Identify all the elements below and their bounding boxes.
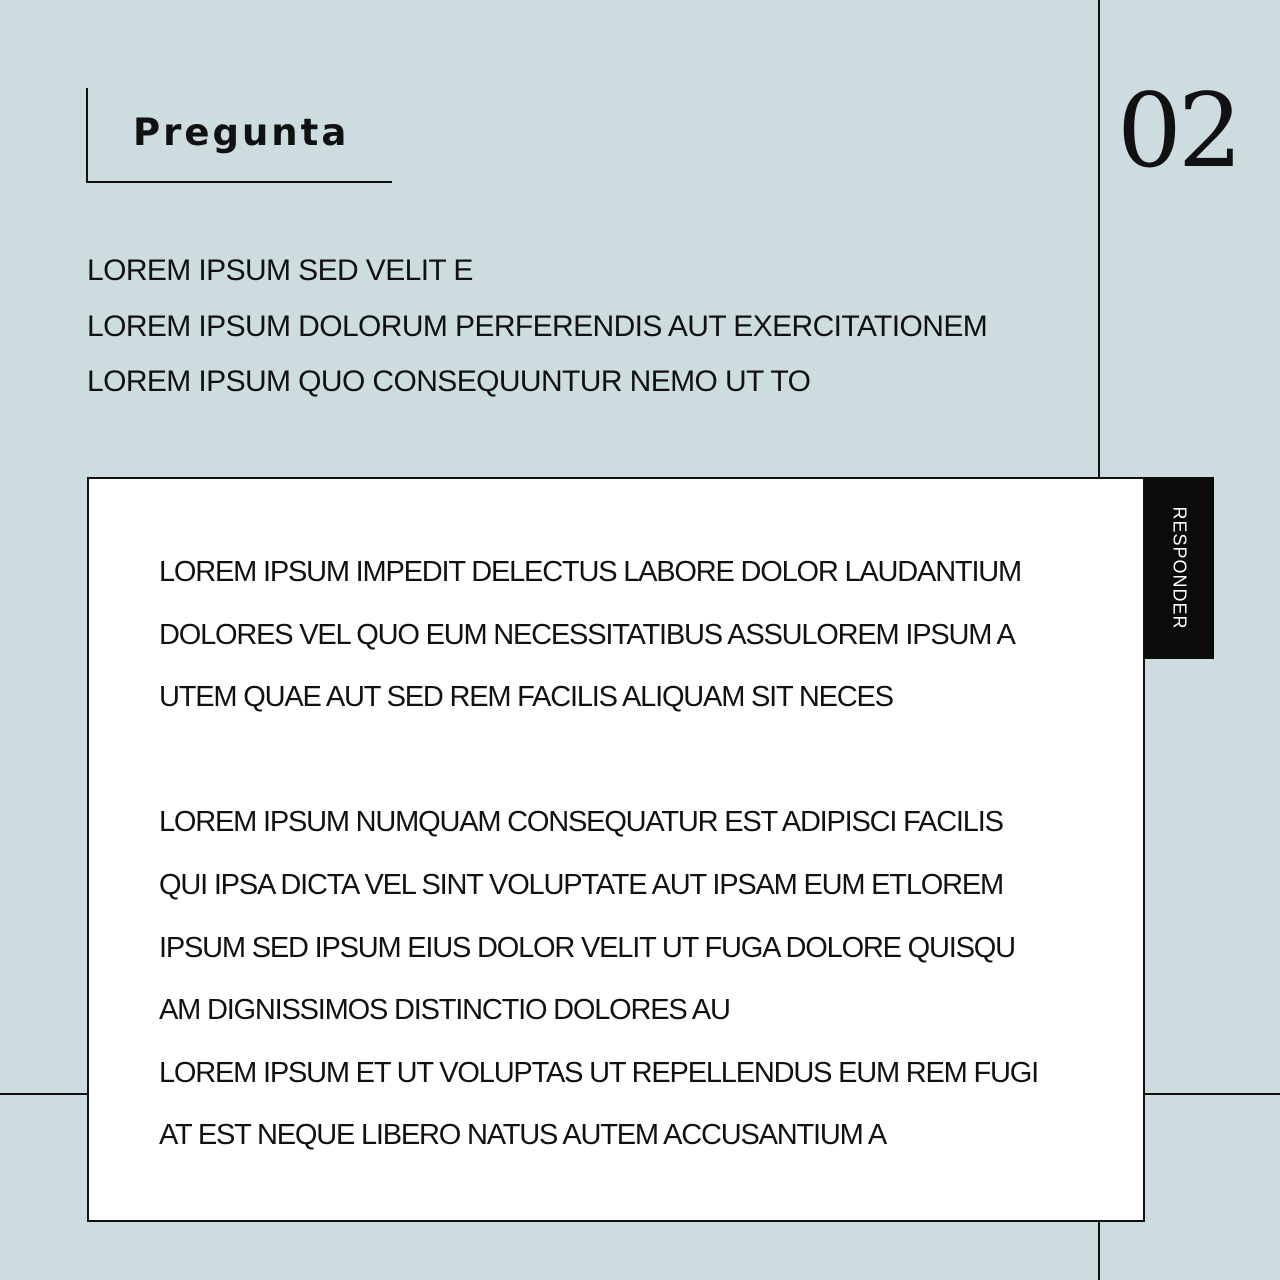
answer-line: AM DIGNISSIMOS DISTINCTIO DOLORES AU [159,994,730,1027]
answer-line: UTEM QUAE AUT SED REM FACILIS ALIQUAM SIT NECES [159,681,893,714]
answer-line: LOREM IPSUM IMPEDIT DELECTUS LABORE DOLOR LAUDANTIUM [159,556,1022,588]
answer-line: QUI IPSA DICTA VEL SINT VOLUPTATE AUT IPSAM EUM ETLOREM [159,868,1003,901]
horizontal-divider-right [1142,1093,1280,1095]
respond-tab[interactable] [1144,477,1214,659]
question-text [87,243,1077,410]
page-number: 02 [1117,72,1239,191]
question-line: LOREM IPSUM DOLORUM PERFERENDIS AUT EXERCITATIONEM [87,309,988,343]
answer-line: LOREM IPSUM ET UT VOLUPTAS UT REPELLENDUS EUM REM FUGI [159,1056,1038,1089]
answer-card [87,477,1145,1222]
respond-tab-label: RESPONDER [1169,506,1190,630]
paragraph-spacer [159,729,1099,792]
horizontal-divider-left [0,1093,90,1095]
answer-line: DOLORES VEL QUO EUM NECESSITATIBUS ASSULOREM IPSUM A [159,618,1015,651]
question-line: LOREM IPSUM SED VELIT E [87,254,473,287]
answer-line: AT EST NEQUE LIBERO NATUS AUTEM ACCUSANTIUM A [159,1119,887,1152]
page-title: Pregunta [133,111,350,154]
answer-text [159,541,1099,1167]
answer-line: IPSUM SED IPSUM EIUS DOLOR VELIT UT FUGA DOLORE QUISQU [159,931,1015,964]
question-line: LOREM IPSUM QUO CONSEQUUNTUR NEMO UT TO [87,365,811,398]
answer-line: LOREM IPSUM NUMQUAM CONSEQUATUR EST ADIPISCI FACILIS [159,806,1003,839]
